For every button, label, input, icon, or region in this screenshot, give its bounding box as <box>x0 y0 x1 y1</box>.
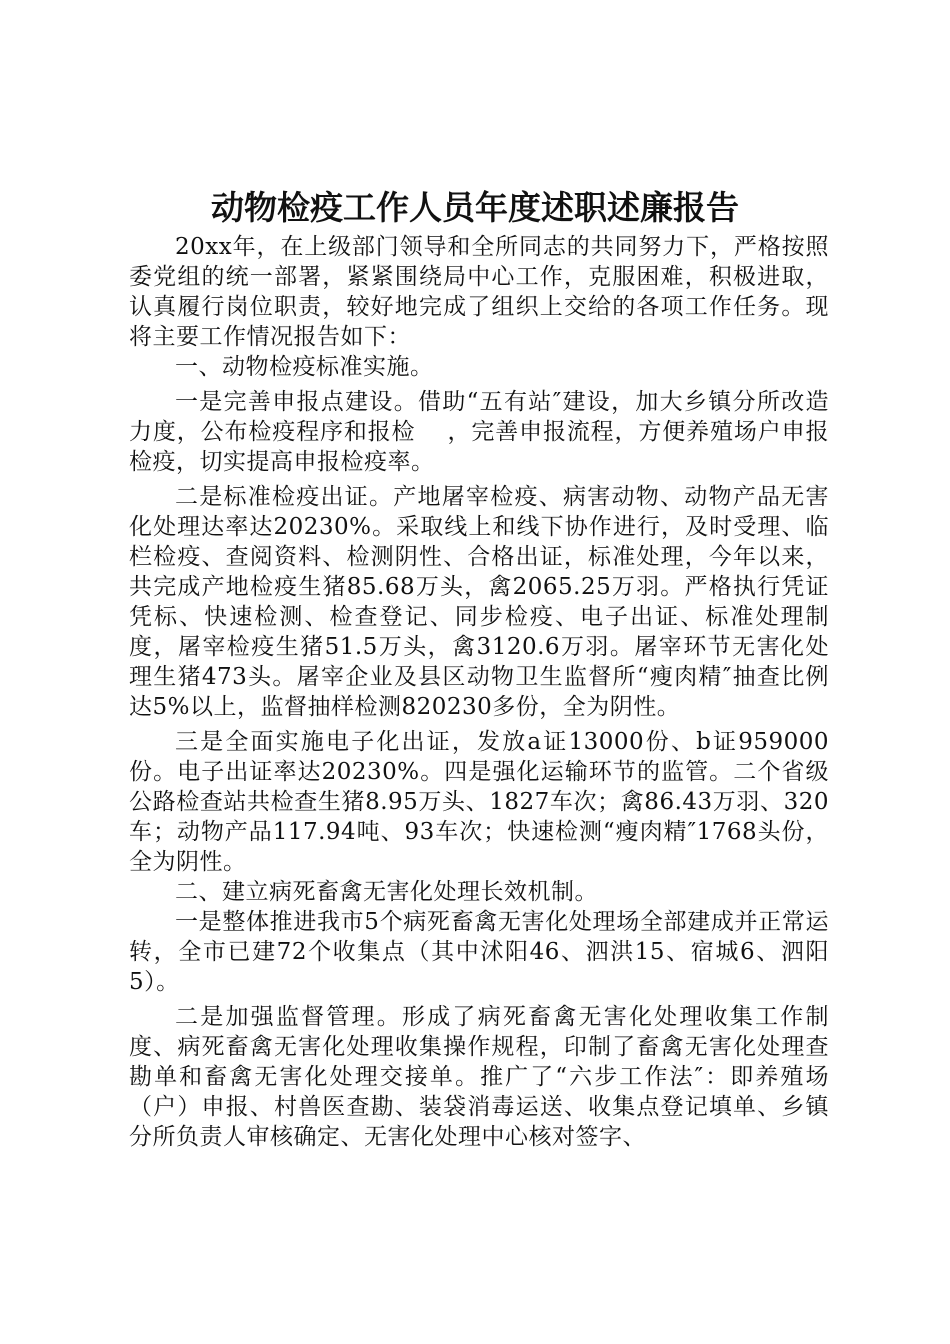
paragraph-2-2: 二是加强监督管理。形成了病死畜禽无害化处理收集工作制度、病死畜禽无害化处理收集操作规程，印制了畜禽无害化处理查勘单和畜禽无害化处理交接单。推广了“六步工作法″：即养殖场（户）申报、村兽医查勘、装袋消毒运送、收集点登记填单、乡镇分所负责人审核确定、无害化处理中心核对签字、 <box>129 1004 829 1150</box>
section-heading-2: 二、建立病死畜禽无害化处理长效机制。 <box>175 879 598 905</box>
paragraph-1-1: 一是完善申报点建设。借助“五有站″建设，加大乡镇分所改造力度，公布检疫程序和报检 ，完善申报流程，方便养殖场户申报检疫，切实提高申报检疫率。 <box>129 389 829 475</box>
paragraph-1-3: 三是全面实施电子化出证，发放a证13000份、b证959000份。电子出证率达20230%。四是强化运输环节的监管。二个省级公路检查站共检查生猪8.95万头、1827车次；禽86.43万羽、320车；动物产品117.94吨、93车次；快速检测“瘦肉精″1768头份，全为阴性。 <box>129 729 829 875</box>
document-body <box>129 232 829 1152</box>
paragraph-2-1: 一是整体推进我市5个病死畜禽无害化处理场全部建成并正常运转，全市已建72个收集点（其中沭阳46、泗洪15、宿城6、泗阳5）。 <box>129 909 829 995</box>
paragraph-intro: 20xx年，在上级部门领导和全所同志的共同努力下，严格按照委党组的统一部署，紧紧围绕局中心工作，克服困难，积极进取，认真履行岗位职责，较好地完成了组织上交给的各项工作任务。现将主要工作情况报告如下： <box>129 234 829 350</box>
section-heading-1: 一、动物检疫标准实施。 <box>175 354 434 380</box>
paragraph-1-2: 二是标准检疫出证。产地屠宰检疫、病害动物、动物产品无害化处理达率达20230%。采取线上和线下协作进行，及时受理、临栏检疫、查阅资料、检测阴性、合格出证，标准处理，今年以来，共完成产地检疫生猪85.68万头，禽2065.25万羽。严格执行凭证凭标、快速检测、检查登记、同步检疫、电子出证、标准处理制度，屠宰检疫生猪51.5万头，禽3120.6万羽。屠宰环节无害化处理生猪473头。屠宰企业及县区动物卫生监督所“瘦肉精″抽查比例达5%以上，监督抽样检测820230多份，全为阴性。 <box>129 484 829 720</box>
document-title: 动物检疫工作人员年度述职述廉报告 <box>211 188 739 227</box>
